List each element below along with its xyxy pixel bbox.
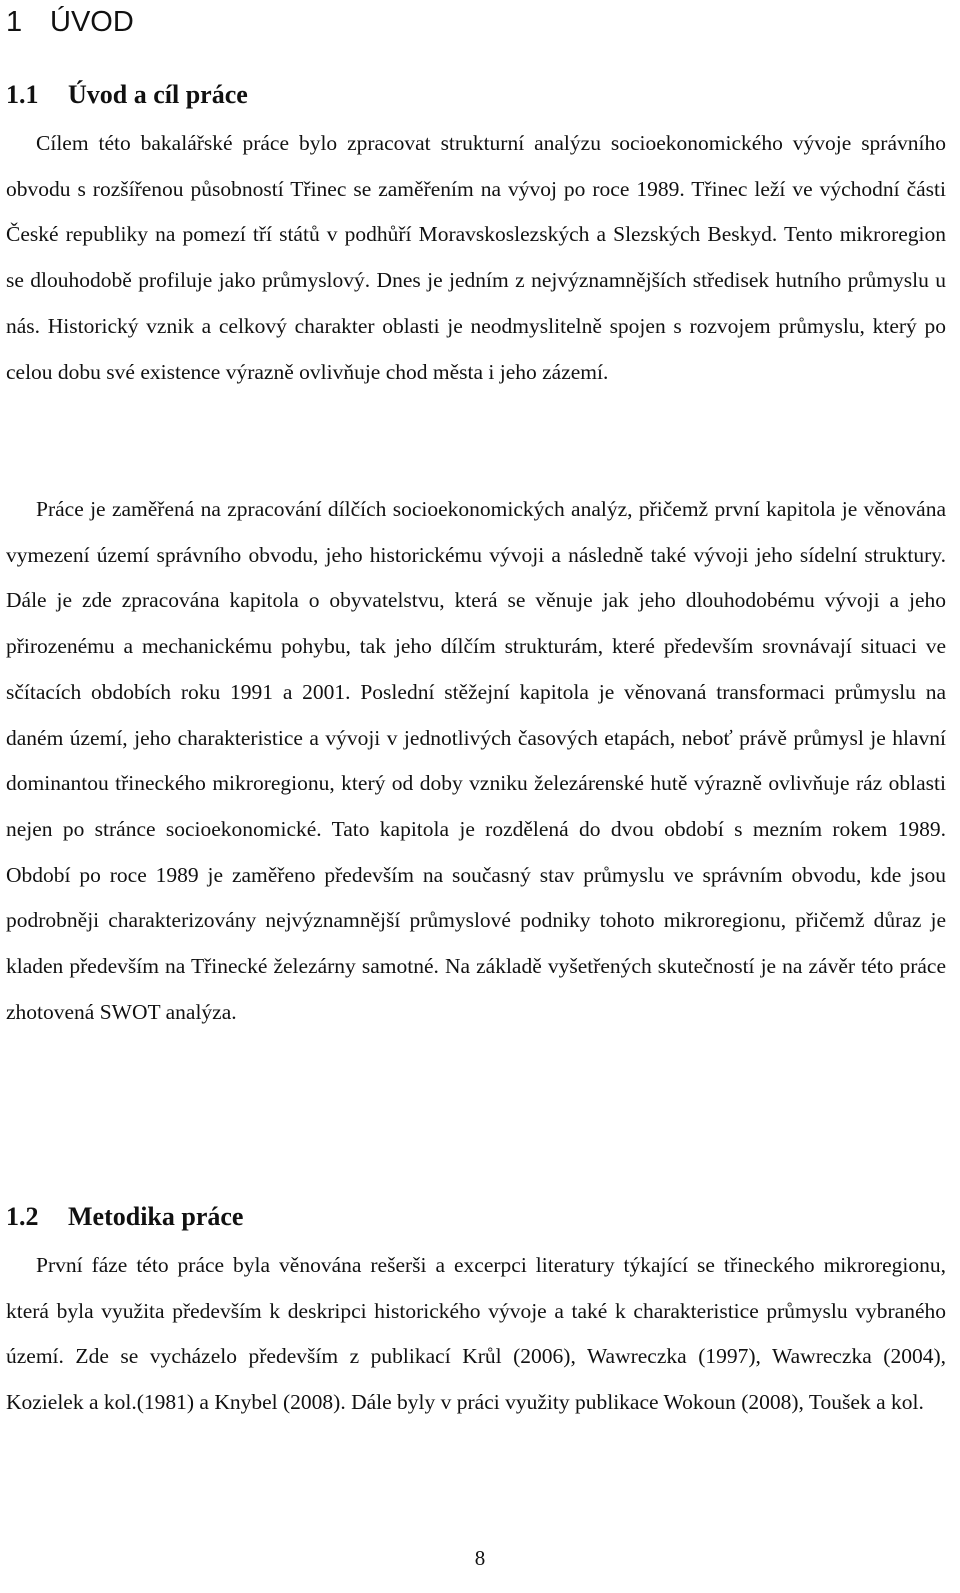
section-title: Metodika práce: [68, 1202, 244, 1231]
section-heading: [6, 1199, 243, 1235]
chapter-heading: [6, 2, 134, 42]
chapter-number: 1: [6, 6, 23, 38]
chapter-title: ÚVOD: [50, 6, 134, 38]
paragraph: Cílem této bakalářské práce bylo zpracovat strukturní analýzu socioekonomického vývoje správního obvodu s rozšířenou působností Třinec se zaměřením na vývoj po roce 1989. Třinec leží ve východní části České republiky na pomezí tří států v podhůří Moravskoslezských a Slezských Beskyd. Tento mikroregion se dlouhodobě profiluje jako průmyslový. Dnes je jedním z nejvýznamnějších středisek hutního průmyslu u nás. Historický vznik a celkový charakter oblasti je neodmyslitelně spojen s rozvojem průmyslu, který po celou dobu své existence výrazně ovlivňuje chod města i jeho zázemí.: [6, 131, 946, 384]
section-heading: [6, 77, 248, 113]
paragraph: Práce je zaměřená na zpracování dílčích socioekonomických analýz, přičemž první kapitola je věnována vymezení území správního obvodu, jeho historickému vývoji a následně také vývoji jeho sídelní struktury. Dále je zde zpracována kapitola o obyvatelstvu, která se věnuje jak jeho dlouhodobému vývoji a jeho přirozenému a mechanickému pohybu, tak jeho dílčím strukturám, které především srovnávají situaci ve sčítacích obdobích roku 1991 a 2001. Poslední stěžejní kapitola je věnovaná transformaci průmyslu na daném území, jeho charakteristice a vývoji v jednotlivých časových etapách, neboť právě průmysl je hlavní dominantou třineckého mikroregionu, který od doby vzniku železárenské hutě výrazně ovlivňuje ráz oblasti nejen po stránce socioekonomické. Tato kapitola je rozdělená do dvou období s mezním rokem 1989. Období po roce 1989 je zaměřeno především na současný stav průmyslu ve správním obvodu, kde jsou podrobněji charakterizovány nejvýznamnější průmyslové podniky tohoto mikroregionu, přičemž důraz je kladen především na Třinecké železárny samotné. Na základě vyšetřených skutečností je na závěr této práce zhotovená SWOT analýza.: [6, 497, 946, 1024]
page-number: 8: [474, 1546, 486, 1570]
paragraph: První fáze této práce byla věnována rešerši a excerpci literatury týkající se třineckého mikroregionu, která byla využita především k deskripci historického vývoje a také k charakteristice průmyslu vybraného území. Zde se vycházelo především z publikací Krůl (2006), Wawreczka (1997), Wawreczka (2004), Kozielek a kol.(1981) a Knybel (2008). Dále byly v práci využity publikace Wokoun (2008), Toušek a kol.: [6, 1253, 946, 1415]
section-number: 1.1: [6, 80, 39, 109]
section-title: Úvod a cíl práce: [68, 80, 248, 109]
section-number: 1.2: [6, 1202, 39, 1231]
